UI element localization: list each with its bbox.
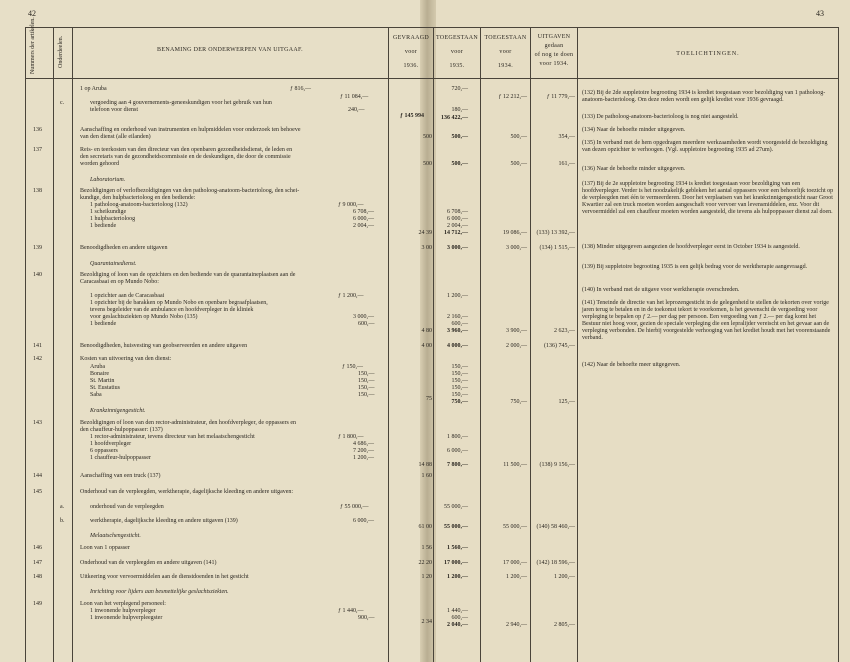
table-top-rule xyxy=(25,27,839,28)
budget-text-line: Bonaire xyxy=(90,371,109,377)
budget-text-line: Uitkeering voor vervoermiddelen aan de dienstdoenden in het gesticht xyxy=(80,574,249,580)
granted-1935-amount: 1 200,— xyxy=(447,293,468,299)
budget-text-line: 1 chauffeur-hulpoppasser xyxy=(90,455,151,461)
granted-1934-amount: 1 200,— xyxy=(506,574,527,580)
granted-1935-amount: 3 960,— xyxy=(447,328,468,334)
header-notes: TOELICHTINGEN. xyxy=(676,51,740,57)
expenditure-amount: ƒ 11 779,— xyxy=(546,94,575,100)
budget-text-line: Benoodigdheden, huisvesting van geobserveerden en andere uitgaven xyxy=(80,343,248,349)
budget-text-line: Laboratorium. xyxy=(90,177,126,183)
budget-text-line: 1 inwonende hulpverpleegster xyxy=(90,615,163,621)
granted-1934-amount: 3 000,— xyxy=(506,245,527,251)
granted-1935-amount: 720,— xyxy=(451,86,468,92)
granted-1935-amount: 7 800,— xyxy=(447,462,468,468)
col-rule xyxy=(838,27,839,662)
granted-1935-amount: 17 000,— xyxy=(444,560,468,566)
budget-text-line: 6 000,— xyxy=(353,216,374,222)
page-number-right: 43 xyxy=(816,9,824,18)
budget-text-line: Quarantainedienst. xyxy=(90,261,137,267)
budget-text-line: kundige, den hulpbacterioloog en den bediende: xyxy=(80,195,196,201)
expenditure-amount: (134) 1 515,— xyxy=(539,245,575,251)
granted-1935-amount: 1 440,— xyxy=(447,608,468,614)
expenditure-amount: 1 200,— xyxy=(554,574,575,580)
budget-text-line: Kosten van uitvoering van den dienst: xyxy=(80,356,172,362)
explanatory-note: (141) Teneinde de directie van het leprozengesticht in de gelegenheid te stellen de tekorten over vorige jaren terug te betalen en in de toekomst tekort te voorkomen, is het gewenscht de vergoeding voor verpleging te bepalen op ƒ 2.— per dag per persoon. Een vergoeding van ƒ 2.— per dag komt het Bestuur niet hoog voor, gezien de speciale verpleging die een lepralijder vereischt en het gevaar aan de verpleging verbonden. De hierbij voorgestelde verhooging van het krediet houdt met het voorenstaande verband. xyxy=(582,300,831,341)
granted-1935-amount: 1 800,— xyxy=(447,434,468,440)
explanatory-note: (136) Naar de behoefte minder uitgegeven. xyxy=(582,166,686,172)
budget-text-line: 148 xyxy=(33,574,42,580)
budget-text-line: Inrichting voor lijders aan besmettelijke geslachtsziekten. xyxy=(90,589,229,595)
budget-text-line: 1 bediende xyxy=(90,321,117,327)
requested-amount: 61 00 xyxy=(418,524,432,530)
explanatory-note: (133) De patholoog-anatoom-bacterioloog is nog niet aangesteld. xyxy=(582,114,739,120)
explanatory-note: (137) Bij de 2e suppletoire begrooting 1934 is krediet toegestaan voor bezoldiging van een hoofdverpleger. Verder is het noodzakelijk gebleken het aantal oppassers voor een behoorlijk toezicht op de verpleegden met één te vermeerderen. Door het verplaatsen van het krankzinnigengesticht naar Groot Kwartier zal een truck moeten worden aangeschaft voor vervoer van levensmiddelen, enz. Voor dit vervoermiddel zal een chauffeur moeten worden aangesteld, die tevens als hulpoppasser dienst zal doen. xyxy=(582,181,834,215)
budget-text-line: tevens begeleider van de ambulance en hoofdverpleger in de kliniek xyxy=(90,307,254,313)
granted-1935-amount: 6 708,— xyxy=(447,209,468,215)
budget-text-line: ƒ 1 800,— xyxy=(338,434,364,440)
granted-1934-amount: 17 000,— xyxy=(503,560,527,566)
granted-1935-amount: 1 560,— xyxy=(447,545,468,551)
explanatory-note: (135) In verband met de hem opgedragen meerdere werkzaamheden wordt voorgesteld de bezoldiging van dezen opzichter te verhoogen. (Vgl. suppletoire begrooting 1935 ad 27um). xyxy=(582,140,828,153)
budget-text-line: Krankzinnigengesticht. xyxy=(90,408,146,414)
budget-text-line: Onderhoud van de verpleegden en andere uitgaven (141) xyxy=(80,560,217,566)
granted-1935-amount: 150,— xyxy=(451,371,468,377)
granted-1935-amount: 55 000,— xyxy=(444,524,468,530)
requested-amount: 14 88 xyxy=(418,462,432,468)
expenditure-amount: (140) 58 460,— xyxy=(536,524,575,530)
requested-amount: 4 80 xyxy=(421,328,432,334)
granted-1935-amount: 2 160,— xyxy=(447,314,468,320)
budget-text-line: 150,— xyxy=(358,371,375,377)
budget-text-line: 2 004,— xyxy=(353,223,374,229)
budget-text-line: Loon van 1 oppasser xyxy=(80,545,130,551)
budget-text-line: 142 xyxy=(33,356,42,362)
granted-1935-amount: 1 200,— xyxy=(447,574,468,580)
budget-text-line: den chauffeur-hulpoppasser: (137) xyxy=(80,427,163,433)
budget-text-line: Aanschaffing en onderhoud van instrumenten en hulpmiddelen voor onderzoek ten behoeve xyxy=(80,127,301,133)
expenditure-amount: 125,— xyxy=(558,399,575,405)
granted-1935-amount: 500,— xyxy=(451,161,468,167)
budget-text-line: 7 200,— xyxy=(353,448,374,454)
budget-text-line: ƒ 816,— xyxy=(290,86,311,92)
granted-1935-amount: 150,— xyxy=(451,378,468,384)
granted-1934-amount: 55 000,— xyxy=(503,524,527,530)
expenditure-amount: (142) 18 596,— xyxy=(536,560,575,566)
budget-text-line: Bezoldiging of loon van de opzichters en den bediende van de quarantaineplaatsen aan de xyxy=(80,272,296,278)
budget-text-line: ƒ 150,— xyxy=(342,364,363,370)
budget-text-line: 1 hulpbacterioloog xyxy=(90,216,136,222)
header-article-number: Nummers der artikelen. xyxy=(30,17,36,74)
budget-text-line: ƒ 1 200,— xyxy=(338,293,364,299)
requested-amount: 4 00 xyxy=(421,343,432,349)
explanatory-note: (134) Naar de behoefte minder uitgegeven. xyxy=(582,127,686,133)
budget-text-line: 143 xyxy=(33,420,42,426)
requested-amount: 24 39 xyxy=(418,230,432,236)
granted-1935-amount: 136 422,— xyxy=(441,115,468,121)
expenditure-amount: 161,— xyxy=(558,161,575,167)
granted-1935-amount: 600,— xyxy=(451,321,468,327)
budget-text-line: voor geslachtsziekten op Mundo Nobo (135) xyxy=(90,314,198,320)
granted-1934-amount: 3 900,— xyxy=(506,328,527,334)
budget-text-line: b. xyxy=(60,518,65,524)
requested-amount: 1 20 xyxy=(421,574,432,580)
budget-text-line: vergoeding aan 4 gouvernements-geneeskundigen voor het gebruik van hun xyxy=(90,100,272,106)
budget-text-line: Reis- en teerkosten van den directeur van den openbaren gezondheidsdienst, de leden en xyxy=(80,147,293,153)
budget-text-line: Aanschaffing van een truck (137) xyxy=(80,473,161,479)
budget-text-line: 136 xyxy=(33,127,42,133)
budget-text-line: ƒ 11 084,— xyxy=(340,94,369,100)
header-expenditure: UITGAVEN gedaan of nog te doen voor 1934. xyxy=(534,34,574,67)
explanatory-note: (132) Bij de 2de suppletoire begrooting 1934 is krediet toegestaan voor bezoldiging van 1 patholoog-anatoom-bacterioloog. Om deze reden wordt een gelijk krediet voor 1936 gevraagd. xyxy=(582,90,826,103)
budget-text-line: St. Martin xyxy=(90,378,115,384)
granted-1935-amount: 2 004,— xyxy=(447,223,468,229)
explanatory-note: (138) Minder uitgegeven aangezien de hoofdverpleger eerst in October 1934 is aangesteld. xyxy=(582,244,800,250)
granted-1935-amount: 600,— xyxy=(451,615,468,621)
budget-text-line: den secretaris van de gezondheidscommissie en de deskundigen, die door de commissie xyxy=(80,154,291,160)
budget-text-line: Loon van het verplegend personeel: xyxy=(80,601,166,607)
budget-text-line: werktherapie, dagelijksche kleeding en andere uitgaven (139) xyxy=(90,518,238,524)
budget-text-line: 139 xyxy=(33,245,42,251)
budget-text-line: 150,— xyxy=(358,385,375,391)
granted-1935-amount: 2 040,— xyxy=(447,622,468,628)
budget-text-line: 144 xyxy=(33,473,42,479)
col-rule xyxy=(388,27,389,662)
granted-1935-amount: 55 000,— xyxy=(444,504,468,510)
budget-text-line: 145 xyxy=(33,489,42,495)
granted-1935-amount: 6 000,— xyxy=(447,448,468,454)
granted-1935-amount: 6 000,— xyxy=(447,216,468,222)
budget-text-line: Caracasbaai en op Mundo Nobo: xyxy=(80,279,159,285)
budget-text-line: 1 inwonende hulpverpleger xyxy=(90,608,156,614)
budget-text-line: 6 oppassers xyxy=(90,448,118,454)
header-bottom-rule xyxy=(25,78,839,79)
granted-1934-amount: 500,— xyxy=(510,134,527,140)
col-rule xyxy=(25,27,26,662)
explanatory-note: (142) Naar de behoefte meer uitgegeven. xyxy=(582,362,681,368)
requested-amount: 500 xyxy=(423,161,432,167)
requested-amount: 1 60 xyxy=(421,473,432,479)
granted-1935-amount: 150,— xyxy=(451,385,468,391)
header-requested: GEVRAAGD voor 1936. xyxy=(392,35,430,69)
requested-amount: 500 xyxy=(423,134,432,140)
requested-amount: 1 56 xyxy=(421,545,432,551)
budget-text-line: Melaatschengesticht. xyxy=(90,533,141,539)
granted-1935-amount: 180,— xyxy=(451,107,468,113)
requested-amount: 22 20 xyxy=(418,560,432,566)
granted-1934-amount: 500,— xyxy=(510,161,527,167)
budget-text-line: 138 xyxy=(33,188,42,194)
budget-text-line: telefoon voor dienst xyxy=(90,107,138,113)
budget-text-line: 137 xyxy=(33,147,42,153)
expenditure-amount: 2 805,— xyxy=(554,622,575,628)
col-rule xyxy=(72,27,73,662)
budget-text-line: ƒ 1 440,— xyxy=(338,608,364,614)
granted-1935-amount: 500,— xyxy=(451,134,468,140)
expenditure-amount: (133) 13 392,— xyxy=(536,230,575,236)
budget-text-line: ƒ 55 000,— xyxy=(340,504,369,510)
col-rule xyxy=(433,27,434,662)
requested-amount: 3 00 xyxy=(421,245,432,251)
budget-text-line: Aruba xyxy=(90,364,105,370)
budget-text-line: Onderhoud van de verpleegden, werktherapie, dagelijksche kleeding en andere uitgaven: xyxy=(80,489,294,495)
expenditure-amount: 2 623,— xyxy=(554,328,575,334)
granted-1935-amount: 14 712,— xyxy=(444,230,468,236)
budget-text-line: van den dienst (alle eilanden) xyxy=(80,134,151,140)
granted-1935-amount: 4 000,— xyxy=(447,343,468,349)
requested-amount: 75 xyxy=(426,396,432,402)
budget-text-line: 1 op Aruba xyxy=(80,86,107,92)
budget-text-line: ƒ 145 994 xyxy=(400,113,424,119)
budget-text-line: 1 patholoog-anatoom-bacterioloog (132) xyxy=(90,202,188,208)
budget-text-line: 1 rector-administrateur, tevens directeur van het melaatschengesticht xyxy=(90,434,255,440)
budget-text-line: 1 200,— xyxy=(353,455,374,461)
budget-text-line: c. xyxy=(60,100,65,106)
budget-text-line: 3 000,— xyxy=(353,314,374,320)
expenditure-amount: 354,— xyxy=(558,134,575,140)
page-number-left: 42 xyxy=(28,9,36,18)
granted-1935-amount: 150,— xyxy=(451,392,468,398)
budget-text-line: onderhoud van de verpleegden xyxy=(90,504,164,510)
explanatory-note: (139) Bij suppletoire begrooting 1935 is een gelijk bedrag voor de werktherapie aangevraagd. xyxy=(582,264,808,270)
budget-text-line: 149 xyxy=(33,601,42,607)
granted-1934-amount: 750,— xyxy=(510,399,527,405)
budget-text-line: 141 xyxy=(33,343,42,349)
col-rule xyxy=(480,27,481,662)
granted-1934-amount: 2 940,— xyxy=(506,622,527,628)
budget-text-line: 147 xyxy=(33,560,42,566)
budget-text-line: a. xyxy=(60,504,65,510)
col-rule xyxy=(530,27,531,662)
budget-text-line: 1 opzichter aan de Caracasbaai xyxy=(90,293,165,299)
col-rule xyxy=(53,27,54,662)
budget-text-line: ƒ 9 000,— xyxy=(338,202,364,208)
budget-text-line: St. Eustatius xyxy=(90,385,121,391)
explanatory-note: (140) In verband met de uitgave voor werktherapie overschreden. xyxy=(582,287,740,293)
budget-text-line: Bezoldigingen of verlofbezoldigingen van den patholoog-anatoom-bacterioloog, den schei- xyxy=(80,188,300,194)
expenditure-amount: (138) 9 156,— xyxy=(539,462,575,468)
budget-text-line: 4 686,— xyxy=(353,441,374,447)
budget-text-line: 6 708,— xyxy=(353,209,374,215)
budget-text-line: 150,— xyxy=(358,392,375,398)
granted-1935-amount: 750,— xyxy=(451,399,468,405)
granted-1935-amount: 150,— xyxy=(451,364,468,370)
budget-text-line: 1 hoofdverpleger xyxy=(90,441,132,447)
granted-1934-amount: 2 000,— xyxy=(506,343,527,349)
budget-text-line: 150,— xyxy=(358,378,375,384)
granted-1934-amount: 11 500,— xyxy=(503,462,527,468)
header-description: BENAMING DER ONDERWERPEN VAN UITGAAF. xyxy=(157,47,303,53)
budget-text-line: 1 scheikundige xyxy=(90,209,127,215)
granted-1934-amount: 19 086,— xyxy=(503,230,527,236)
budget-text-line: 140 xyxy=(33,272,42,278)
budget-text-line: 146 xyxy=(33,545,42,551)
header-subdivision: Onderdeelen. xyxy=(58,35,64,68)
budget-text-line: Benoodigdheden en andere uitgaven xyxy=(80,245,168,251)
budget-text-line: Bezoldigingen of loon van den rector-administrateur, den hoofdverpleger, de oppassers en xyxy=(80,420,296,426)
budget-text-line: 1 opzichter bij de barakken op Mundo Nobo en openbare begraafplaatsen, xyxy=(90,300,268,306)
requested-amount: 2 34 xyxy=(421,619,432,625)
budget-text-line: Saba xyxy=(90,392,102,398)
budget-text-line: 240,— xyxy=(348,107,365,113)
granted-1935-amount: 3 000,— xyxy=(447,245,468,251)
budget-text-line: 1 bediende xyxy=(90,223,117,229)
granted-1934-amount: ƒ 12 212,— xyxy=(498,94,527,100)
budget-text-line: 6 000,— xyxy=(353,518,374,524)
budget-text-line: 600,— xyxy=(358,321,375,327)
budget-text-line: 900,— xyxy=(358,615,375,621)
expenditure-amount: (136) 745,— xyxy=(544,343,575,349)
budget-text-line: worden gehoord xyxy=(80,161,120,167)
header-granted-1935: TOEGESTAAN voor 1935. xyxy=(435,35,479,69)
header-granted-1934: TOEGESTAAN voor 1934. xyxy=(484,35,527,69)
col-rule xyxy=(577,27,578,662)
